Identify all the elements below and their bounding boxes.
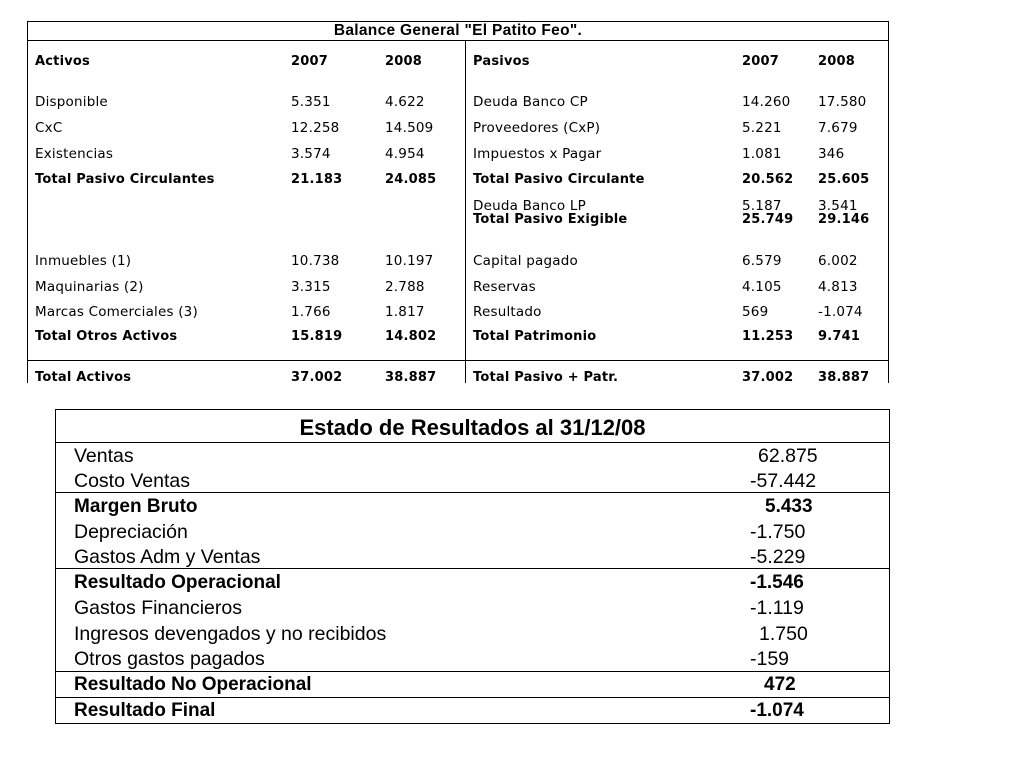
asset-2008: 4.954	[385, 146, 425, 162]
liability-2007: 5.187	[742, 198, 782, 214]
asset-2008: 2.788	[385, 279, 425, 295]
asset-label: Existencias	[35, 146, 114, 162]
asset-2007: 3.574	[291, 146, 331, 162]
er-row-label: Ingresos devengados y no recibidos	[74, 623, 387, 645]
er-row-label: Costo Ventas	[74, 470, 190, 492]
asset-total-2007: 15.819	[291, 329, 343, 344]
balance-title: Balance General "El Patito Feo".	[333, 22, 583, 39]
liability-2007: 14.260	[742, 94, 791, 110]
liability-total-2007: 20.562	[742, 172, 794, 187]
liab-header-2008: 2008	[818, 54, 855, 69]
er-row-value: -1.750	[750, 521, 806, 543]
asset-2007: 3.315	[291, 279, 331, 295]
asset-2008: 4.622	[385, 94, 425, 110]
divider	[56, 671, 889, 672]
liability-2008: 17.580	[818, 94, 867, 110]
divider	[27, 40, 889, 41]
divider	[56, 697, 889, 698]
asset-label: Marcas Comerciales (3)	[35, 304, 198, 320]
liability-2007: 6.579	[742, 253, 782, 269]
liability-total-2007: 25.749	[742, 212, 794, 227]
liability-2008: 3.541	[818, 198, 858, 214]
liability-2007: 4.105	[742, 279, 782, 295]
asset-total-label: Total Otros Activos	[35, 329, 178, 344]
estado-resultados-table	[55, 409, 890, 724]
liability-2008: 4.813	[818, 279, 858, 295]
asset-2008: 1.817	[385, 304, 425, 320]
assets-header-2007: 2007	[291, 54, 328, 69]
liability-2008: 6.002	[818, 253, 858, 269]
er-row-value: 62.875	[758, 445, 818, 467]
asset-2007: 12.258	[291, 120, 340, 136]
column-divider	[465, 40, 466, 383]
asset-grand-total-label: Total Activos	[35, 370, 132, 385]
liability-label: Capital pagado	[473, 253, 578, 269]
er-subtotal-label: Margen Bruto	[74, 496, 198, 517]
liability-total-label: Total Pasivo Exigible	[473, 212, 628, 227]
er-row-label: Gastos Financieros	[74, 597, 242, 619]
asset-total-2007: 21.183	[291, 172, 343, 187]
liability-total-2008: 25.605	[818, 172, 870, 187]
asset-total-2008: 24.085	[385, 172, 437, 187]
er-row-label: Ventas	[74, 445, 134, 467]
liability-label: Deuda Banco LP	[473, 198, 586, 214]
er-row-value: -1.119	[750, 597, 804, 619]
assets-header-label: Activos	[35, 54, 90, 69]
liability-total-label: Total Patrimonio	[473, 329, 597, 344]
liability-label: Proveedores (CxP)	[473, 120, 601, 136]
asset-label: Disponible	[35, 94, 108, 110]
balance-general-table	[27, 21, 889, 383]
liab-header-2007: 2007	[742, 54, 779, 69]
liability-total-2008: 9.741	[818, 329, 861, 344]
asset-2007: 1.766	[291, 304, 331, 320]
er-row-value: -57.442	[750, 470, 817, 492]
er-subtotal-label: Resultado No Operacional	[74, 674, 312, 695]
er-final-value: -1.074	[750, 700, 804, 721]
liability-label: Resultado	[473, 304, 542, 320]
liability-2007: 5.221	[742, 120, 782, 136]
liability-total-2007: 11.253	[742, 329, 794, 344]
liability-grand-total-2008: 38.887	[818, 370, 870, 385]
liability-grand-total-2007: 37.002	[742, 370, 794, 385]
asset-2007: 10.738	[291, 253, 340, 269]
er-subtotal-value: -1.546	[750, 572, 804, 593]
asset-label: Inmuebles (1)	[35, 253, 132, 269]
estado-title: Estado de Resultados al 31/12/08	[299, 415, 646, 440]
liability-2008: 7.679	[818, 120, 858, 136]
liability-grand-total-label: Total Pasivo + Patr.	[473, 370, 619, 385]
liability-label: Reservas	[473, 279, 536, 295]
er-row-label: Gastos Adm y Ventas	[74, 546, 261, 568]
divider	[56, 442, 889, 443]
liability-label: Deuda Banco CP	[473, 94, 588, 110]
liab-header-label: Pasivos	[473, 54, 530, 69]
er-row-value: -159	[750, 648, 790, 670]
er-row-value: 1.750	[759, 623, 808, 645]
asset-total-label: Total Pasivo Circulantes	[35, 172, 215, 187]
asset-2007: 5.351	[291, 94, 331, 110]
table-border	[27, 21, 28, 383]
er-subtotal-value: 5.433	[765, 496, 813, 517]
er-subtotal-value: 472	[764, 674, 796, 695]
asset-2008: 14.509	[385, 120, 434, 136]
asset-total-2008: 14.802	[385, 329, 437, 344]
asset-label: Maquinarias (2)	[35, 279, 144, 295]
divider	[27, 360, 889, 361]
table-border	[888, 21, 889, 383]
asset-grand-total-2008: 38.887	[385, 370, 437, 385]
asset-grand-total-2007: 37.002	[291, 370, 343, 385]
liability-total-2008: 29.146	[818, 212, 870, 227]
liability-label: Impuestos x Pagar	[473, 146, 602, 162]
asset-label: CxC	[35, 120, 63, 136]
assets-header-2008: 2008	[385, 54, 422, 69]
liability-2007: 1.081	[742, 146, 782, 162]
liability-2008: -1.074	[818, 304, 863, 320]
liability-2008: 346	[818, 146, 845, 162]
liability-total-label: Total Pasivo Circulante	[473, 172, 645, 187]
er-row-label: Depreciación	[74, 521, 188, 543]
liability-2007: 569	[742, 304, 769, 320]
er-subtotal-label: Resultado Operacional	[74, 572, 281, 593]
er-final-label: Resultado Final	[74, 700, 216, 721]
er-row-label: Otros gastos pagados	[74, 648, 265, 670]
er-row-value: -5.229	[750, 546, 806, 568]
asset-2008: 10.197	[385, 253, 434, 269]
